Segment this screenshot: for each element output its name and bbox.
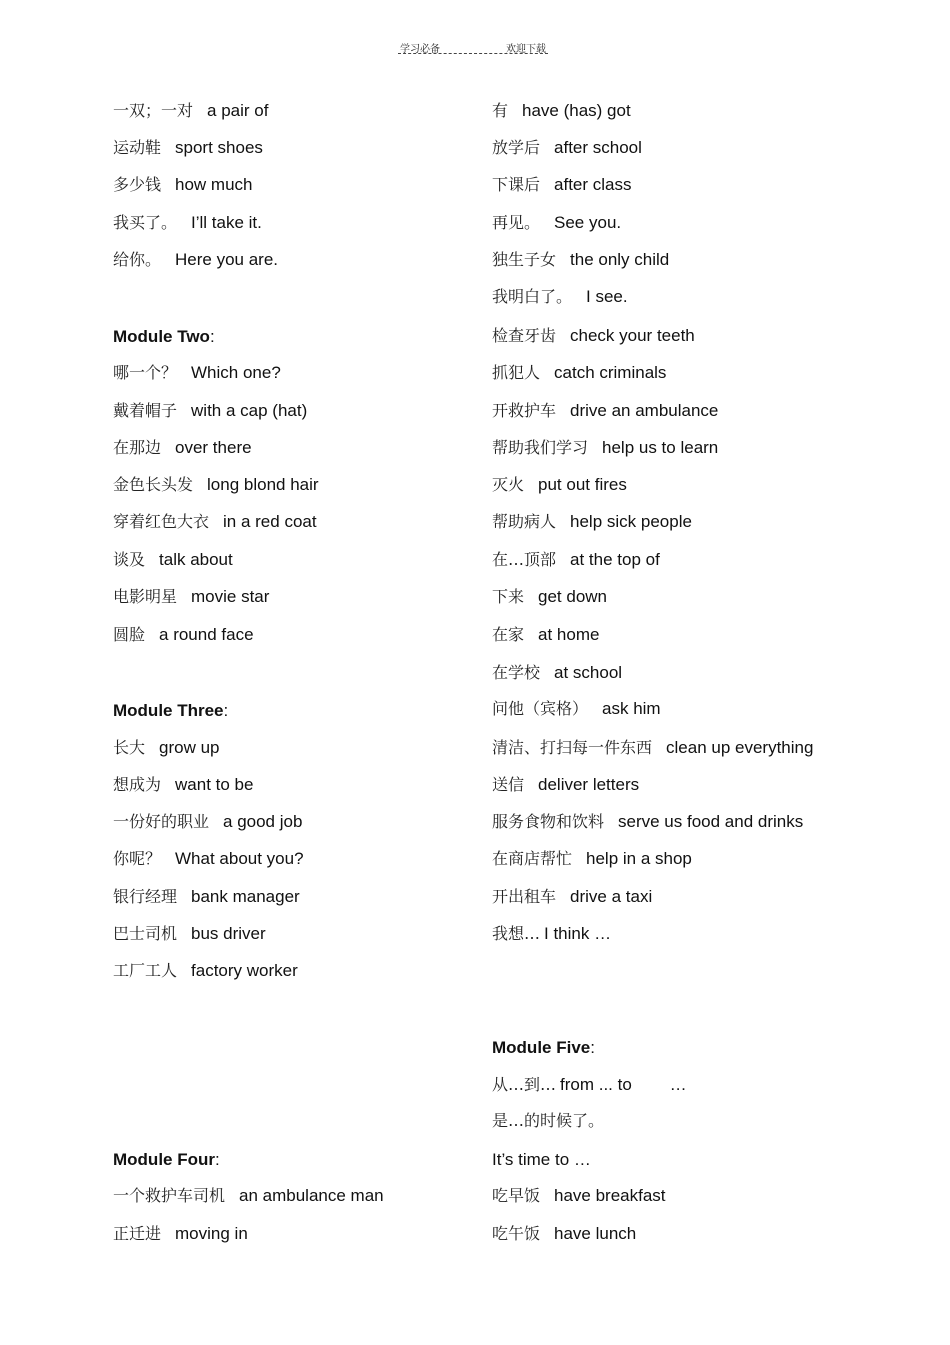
zh-term: 在学校 xyxy=(492,663,541,682)
zh-term: 帮助病人 xyxy=(492,512,557,531)
en-term: a round face xyxy=(159,625,254,644)
zh-term: 多少钱 xyxy=(113,175,162,194)
vocab-line xyxy=(113,437,252,459)
zh-term: 工厂工人 xyxy=(113,961,178,980)
en-term: at home xyxy=(538,625,600,644)
zh-term: 戴着帽子 xyxy=(113,401,178,420)
vocab-line xyxy=(492,698,661,720)
vocab-line xyxy=(113,886,300,908)
vocab-line xyxy=(113,511,317,533)
vocab-line xyxy=(492,511,692,533)
vocab-line xyxy=(492,437,718,459)
en-term: I’ll take it. xyxy=(191,213,262,232)
vocab-line xyxy=(492,100,631,122)
vocab-line xyxy=(492,1149,591,1171)
en-term: grow up xyxy=(159,738,220,757)
module-title: Module Five xyxy=(492,1038,591,1057)
vocab-line xyxy=(492,474,627,496)
en-term: It’s time to … xyxy=(492,1150,591,1169)
en-term: catch criminals xyxy=(554,363,667,382)
zh-term: 是…的时候了。 xyxy=(492,1111,605,1130)
en-term: with a cap (hat) xyxy=(191,401,308,420)
zh-term: 问他（宾格） xyxy=(492,699,589,718)
zh-term: 正迁进 xyxy=(113,1224,162,1243)
zh-term: 开救护车 xyxy=(492,401,557,420)
zh-term: 清洁、打扫每一件东西 xyxy=(492,738,653,757)
zh-term: 给你。 xyxy=(113,250,162,269)
zh-term: 一份好的职业 xyxy=(113,812,210,831)
en-term: ask him xyxy=(602,699,661,718)
vocab-line xyxy=(113,1185,384,1207)
vocab-line xyxy=(113,586,269,608)
en-term: after school xyxy=(554,138,642,157)
zh-term: 检查牙齿 xyxy=(492,326,557,345)
en-term: Which one? xyxy=(191,363,281,382)
vocab-line xyxy=(492,624,599,646)
zh-term: 有 xyxy=(492,101,509,120)
zh-term: 再见。 xyxy=(492,213,541,232)
en-term: have breakfast xyxy=(554,1186,666,1205)
vocab-line xyxy=(492,549,660,571)
vocab-line xyxy=(113,960,298,982)
zh-term: 下来 xyxy=(492,587,525,606)
zh-term: 服务食物和饮料 xyxy=(492,812,605,831)
module-two-heading: Module Two: xyxy=(113,327,215,346)
vocab-line xyxy=(492,362,666,384)
vocab-line xyxy=(492,137,642,159)
vocab-line xyxy=(113,737,220,759)
en-term: get down xyxy=(538,587,608,606)
zh-term: 抓犯人 xyxy=(492,363,541,382)
vocab-line xyxy=(492,174,632,196)
vocab-line xyxy=(113,848,304,870)
zh-term: 长大 xyxy=(113,738,146,757)
zh-term: 我明白了。 xyxy=(492,287,573,306)
vocab-line xyxy=(113,249,278,271)
module-title: Module Two xyxy=(113,327,210,346)
vocab-line xyxy=(492,848,692,870)
en-term: in a red coat xyxy=(223,512,317,531)
zh-term: 我想… xyxy=(492,924,541,943)
vocab-line xyxy=(492,811,803,833)
en-term: What about you? xyxy=(175,849,304,868)
en-term: sport shoes xyxy=(175,138,263,157)
module-four-heading: Module Four: xyxy=(113,1150,220,1169)
en-term: moving in xyxy=(175,1224,248,1243)
en-term: how much xyxy=(175,175,253,194)
en-term: from ... to … xyxy=(560,1075,687,1094)
zh-term: 从…到… xyxy=(492,1075,557,1094)
vocab-line xyxy=(113,624,254,646)
en-term: talk about xyxy=(159,550,233,569)
zh-term: 在…顶部 xyxy=(492,550,557,569)
en-term: have lunch xyxy=(554,1224,637,1243)
right-column xyxy=(492,0,912,1345)
vocab-line xyxy=(113,362,281,384)
header-left-text: 学习必备 xyxy=(400,44,440,55)
en-term: check your teeth xyxy=(570,326,695,345)
vocab-line xyxy=(113,923,266,945)
en-term: I think … xyxy=(544,924,612,943)
en-term: movie star xyxy=(191,587,270,606)
zh-term: 哪一个？ xyxy=(113,363,178,382)
en-term: factory worker xyxy=(191,961,298,980)
zh-term: 穿着红色大衣 xyxy=(113,512,210,531)
zh-term: 在那边 xyxy=(113,438,162,457)
zh-term: 吃午饭 xyxy=(492,1224,541,1243)
vocab-line xyxy=(113,174,253,196)
en-term: long blond hair xyxy=(207,475,319,494)
zh-term: 谈及 xyxy=(113,550,146,569)
zh-term: 一个救护车司机 xyxy=(113,1186,226,1205)
zh-term: 电影明星 xyxy=(113,587,178,606)
vocab-line xyxy=(492,400,718,422)
en-term: a pair of xyxy=(207,101,269,120)
zh-term: 运动鞋 xyxy=(113,138,162,157)
zh-term: 你呢？ xyxy=(113,849,162,868)
en-term: clean up everything xyxy=(666,738,814,757)
en-term: after class xyxy=(554,175,632,194)
vocab-line xyxy=(492,286,628,308)
left-column xyxy=(113,0,533,1345)
zh-term: 放学后 xyxy=(492,138,541,157)
vocab-line xyxy=(113,549,233,571)
zh-term: 帮助我们学习 xyxy=(492,438,589,457)
en-term: drive an ambulance xyxy=(570,401,719,420)
vocab-line xyxy=(113,400,307,422)
zh-term: 开出租车 xyxy=(492,887,557,906)
vocab-line xyxy=(492,662,622,684)
vocab-line xyxy=(492,586,607,608)
vocab-line xyxy=(492,886,652,908)
en-term: Here you are. xyxy=(175,250,279,269)
module-title: Module Four xyxy=(113,1150,215,1169)
en-term: a good job xyxy=(223,812,303,831)
zh-term: 圆脸 xyxy=(113,625,146,644)
module-title: Module Three xyxy=(113,701,224,720)
en-term: help in a shop xyxy=(586,849,692,868)
vocab-line xyxy=(492,774,639,796)
zh-term: 巴士司机 xyxy=(113,924,178,943)
en-term: serve us food and drinks xyxy=(618,812,804,831)
zh-term: 吃早饭 xyxy=(492,1186,541,1205)
en-term: at the top of xyxy=(570,550,660,569)
en-term: help us to learn xyxy=(602,438,719,457)
en-term: the only child xyxy=(570,250,670,269)
vocab-line xyxy=(492,212,621,234)
header-right-text: 欢迎下载 xyxy=(506,44,546,55)
en-term: want to be xyxy=(175,775,254,794)
vocab-line xyxy=(492,1110,618,1132)
en-term: I see. xyxy=(586,287,628,306)
zh-term: 我买了。 xyxy=(113,213,178,232)
vocab-line xyxy=(113,474,319,496)
en-term: have (has) got xyxy=(522,101,631,120)
en-term: at school xyxy=(554,663,623,682)
zh-term: 想成为 xyxy=(113,775,162,794)
zh-term: 一双；一对 xyxy=(113,101,194,120)
zh-term: 灭火 xyxy=(492,475,525,494)
en-term: help sick people xyxy=(570,512,692,531)
zh-term: 送信 xyxy=(492,775,525,794)
zh-term: 在商店帮忙 xyxy=(492,849,573,868)
en-term: bank manager xyxy=(191,887,300,906)
en-term: bus driver xyxy=(191,924,266,943)
zh-term: 在家 xyxy=(492,625,525,644)
en-term: drive a taxi xyxy=(570,887,653,906)
vocab-line xyxy=(492,1223,636,1245)
en-term: put out fires xyxy=(538,475,627,494)
en-term: an ambulance man xyxy=(239,1186,384,1205)
vocab-line xyxy=(492,737,813,759)
zh-term: 下课后 xyxy=(492,175,541,194)
module-three-heading: Module Three: xyxy=(113,701,229,720)
vocab-line xyxy=(113,1223,248,1245)
vocab-line xyxy=(113,774,253,796)
zh-term: 银行经理 xyxy=(113,887,178,906)
vocab-line xyxy=(492,1185,666,1207)
vocab-line xyxy=(113,137,263,159)
module-five-heading: Module Five: xyxy=(492,1038,595,1057)
vocab-line xyxy=(492,1074,687,1096)
en-term: over there xyxy=(175,438,252,457)
zh-term: 独生子女 xyxy=(492,250,557,269)
zh-term: 金色长头发 xyxy=(113,475,194,494)
vocab-line xyxy=(113,212,262,234)
vocab-line xyxy=(492,249,669,271)
vocab-line xyxy=(113,811,302,833)
vocab-line xyxy=(492,325,695,347)
vocab-line xyxy=(492,923,611,945)
vocab-line xyxy=(113,100,268,122)
en-term: deliver letters xyxy=(538,775,640,794)
en-term: See you. xyxy=(554,213,622,232)
